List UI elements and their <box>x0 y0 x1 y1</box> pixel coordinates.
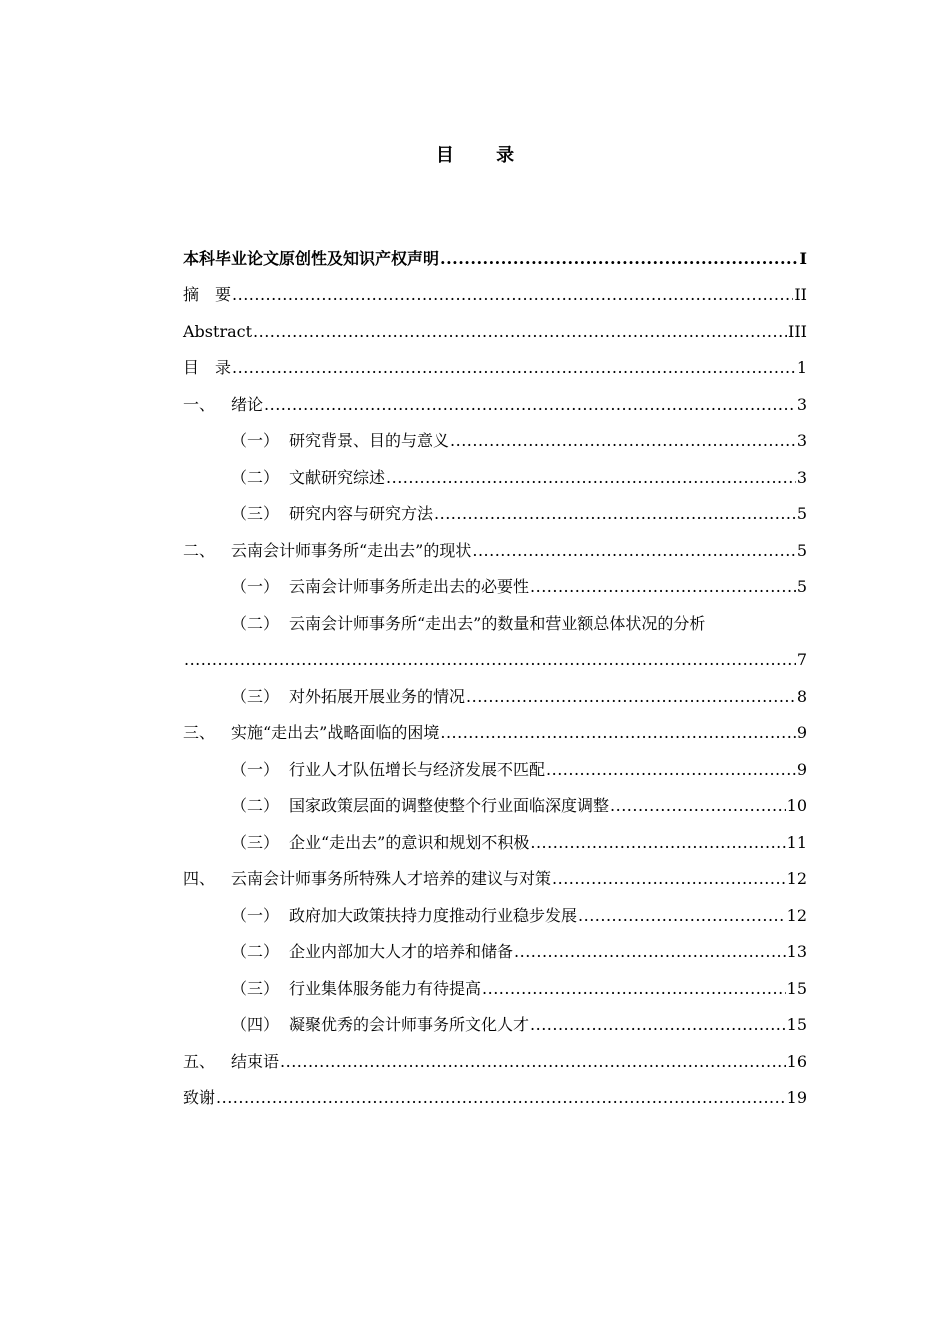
toc-entry[interactable] <box>183 524 807 561</box>
toc-entry-number: （四） <box>231 1015 280 1034</box>
toc-entry[interactable] <box>183 670 807 707</box>
toc-leader-dots <box>253 322 787 342</box>
toc-entry[interactable] <box>183 1035 807 1072</box>
toc-leader-dots <box>232 285 793 305</box>
toc-entry-text: 行业集体服务能力有待提高 <box>289 978 482 998</box>
toc-entry-page: 5 <box>796 504 807 523</box>
toc-leader-dots <box>440 249 799 269</box>
toc-leader-dots <box>530 833 785 853</box>
toc-leader-dots <box>184 650 796 670</box>
toc-entry-page: 10 <box>786 796 807 815</box>
toc-entry[interactable] <box>183 232 807 269</box>
toc-entry[interactable] <box>183 926 807 963</box>
toc-entry-page: 15 <box>786 978 807 998</box>
toc-entry[interactable] <box>183 816 807 853</box>
toc-entry[interactable] <box>183 415 807 452</box>
toc-leader-dots <box>552 869 786 889</box>
toc-entry-number: （三） <box>231 978 280 998</box>
toc-entry-number: （三） <box>231 686 280 706</box>
toc-entry-number: （一） <box>231 759 280 779</box>
toc-leader-dots <box>610 796 786 816</box>
toc-entry-text: 凝聚优秀的会计师事务所文化人才 <box>289 1015 530 1034</box>
toc-entry-number: （二） <box>231 942 280 961</box>
toc-entry[interactable] <box>183 889 807 926</box>
toc-entry-text: 研究背景、目的与意义 <box>289 431 450 450</box>
toc-entry-page: 15 <box>786 1015 807 1034</box>
toc-entry-page: 19 <box>786 1088 807 1107</box>
toc-entry[interactable] <box>183 451 807 488</box>
toc-leader-dots <box>264 395 796 415</box>
toc-entry-page: 12 <box>786 905 807 925</box>
toc-entry-continuation[interactable] <box>183 634 807 671</box>
toc-leader-dots <box>530 1015 786 1035</box>
toc-entry-text: 致谢 <box>183 1088 216 1107</box>
toc-entry-number: 二、 <box>183 540 216 560</box>
toc-entry-text: 目 录 <box>183 358 232 377</box>
page-title: 目 录 <box>435 145 533 166</box>
toc-entry-text: 绪论 <box>231 394 264 414</box>
toc-entry-text: 结束语 <box>231 1051 280 1071</box>
toc-entry-page: 8 <box>796 686 807 706</box>
toc-entry-page: 5 <box>796 540 807 560</box>
toc-entry[interactable] <box>183 561 807 598</box>
toc-entry-page: 7 <box>796 650 807 669</box>
toc-leader-dots <box>216 1088 786 1108</box>
toc-entry-text: 企业内部加大人才的培养和储备 <box>289 942 514 961</box>
toc-entry-number: （二） <box>231 613 280 633</box>
toc-entry-text: 文献研究综述 <box>289 467 386 487</box>
toc-entry-number: 五、 <box>183 1051 216 1071</box>
toc-entry-page: 11 <box>786 832 807 852</box>
toc-entry-text: 国家政策层面的调整使整个行业面临深度调整 <box>289 796 610 815</box>
toc-entry-text: 企业“走出去”的意识和规划不积极 <box>289 832 530 852</box>
toc-entry-number: 一、 <box>183 394 216 414</box>
toc-leader-dots <box>280 1052 786 1072</box>
toc-leader-dots <box>530 577 796 597</box>
toc-entry[interactable] <box>183 707 807 744</box>
toc-leader-dots <box>466 687 796 707</box>
toc-entry-page: 16 <box>786 1051 807 1071</box>
toc-entry[interactable] <box>183 597 807 634</box>
toc-entry[interactable] <box>183 1072 807 1109</box>
toc-leader-dots <box>514 942 786 962</box>
toc-leader-dots <box>482 979 786 999</box>
toc-entry-text: 云南会计师事务所“走出去”的现状 <box>231 540 472 560</box>
table-of-contents <box>183 232 807 1108</box>
toc-leader-dots <box>450 431 796 451</box>
toc-entry[interactable] <box>183 378 807 415</box>
toc-leader-dots <box>434 504 796 524</box>
toc-entry-number: （二） <box>231 796 280 815</box>
toc-entry-text: 摘 要 <box>183 285 232 304</box>
toc-entry-page: 3 <box>796 394 807 414</box>
toc-entry-text: 云南会计师事务所走出去的必要性 <box>289 577 530 596</box>
toc-entry-number: （三） <box>231 504 280 523</box>
toc-entry-page: 9 <box>796 759 807 779</box>
toc-entry-page: III <box>788 321 807 341</box>
toc-entry-page: 1 <box>796 358 807 377</box>
toc-leader-dots <box>386 468 796 488</box>
toc-entry-number: （一） <box>231 905 280 925</box>
toc-entry[interactable] <box>183 305 807 342</box>
toc-entry[interactable] <box>183 853 807 890</box>
toc-entry-page: 12 <box>786 869 807 888</box>
toc-entry[interactable] <box>183 780 807 817</box>
toc-leader-dots <box>472 541 795 561</box>
toc-entry-text: 研究内容与研究方法 <box>289 504 434 523</box>
toc-entry-page: 3 <box>796 431 807 450</box>
toc-entry-text: 对外拓展开展业务的情况 <box>289 686 466 706</box>
toc-entry-number: （一） <box>231 577 280 596</box>
toc-entry-number: （一） <box>231 431 280 450</box>
toc-entry[interactable] <box>183 962 807 999</box>
toc-leader-dots <box>232 358 796 378</box>
toc-entry-text: 行业人才队伍增长与经济发展不匹配 <box>289 759 546 779</box>
toc-leader-dots <box>546 760 796 780</box>
toc-entry-number: 四、 <box>183 869 216 888</box>
toc-entry-page: 3 <box>796 467 807 487</box>
toc-entry-page: I <box>799 248 807 268</box>
toc-leader-dots <box>578 906 786 926</box>
toc-entry-text: Abstract <box>183 321 253 341</box>
toc-entry-text: 云南会计师事务所特殊人才培养的建议与对策 <box>231 869 552 888</box>
toc-entry-text: 云南会计师事务所“走出去”的数量和营业额总体状况的分析 <box>289 613 706 633</box>
toc-entry-number: （二） <box>231 467 280 487</box>
toc-entry[interactable] <box>183 488 807 525</box>
toc-entry-text: 本科毕业论文原创性及知识产权声明 <box>183 248 440 268</box>
toc-entry-number: （三） <box>231 832 280 852</box>
toc-entry-number: 三、 <box>183 723 216 742</box>
toc-leader-dots <box>440 723 795 743</box>
toc-entry[interactable] <box>183 269 807 306</box>
toc-entry-page: 5 <box>796 577 807 596</box>
toc-entry[interactable] <box>183 743 807 780</box>
toc-entry-page: 13 <box>786 942 807 961</box>
toc-entry-text: 政府加大政策扶持力度推动行业稳步发展 <box>289 905 578 925</box>
toc-entry-text: 实施“走出去”战略面临的困境 <box>231 723 440 742</box>
toc-entry[interactable] <box>183 999 807 1036</box>
toc-entry-page: II <box>794 285 807 304</box>
toc-entry-page: 9 <box>796 723 807 742</box>
toc-entry[interactable] <box>183 342 807 379</box>
